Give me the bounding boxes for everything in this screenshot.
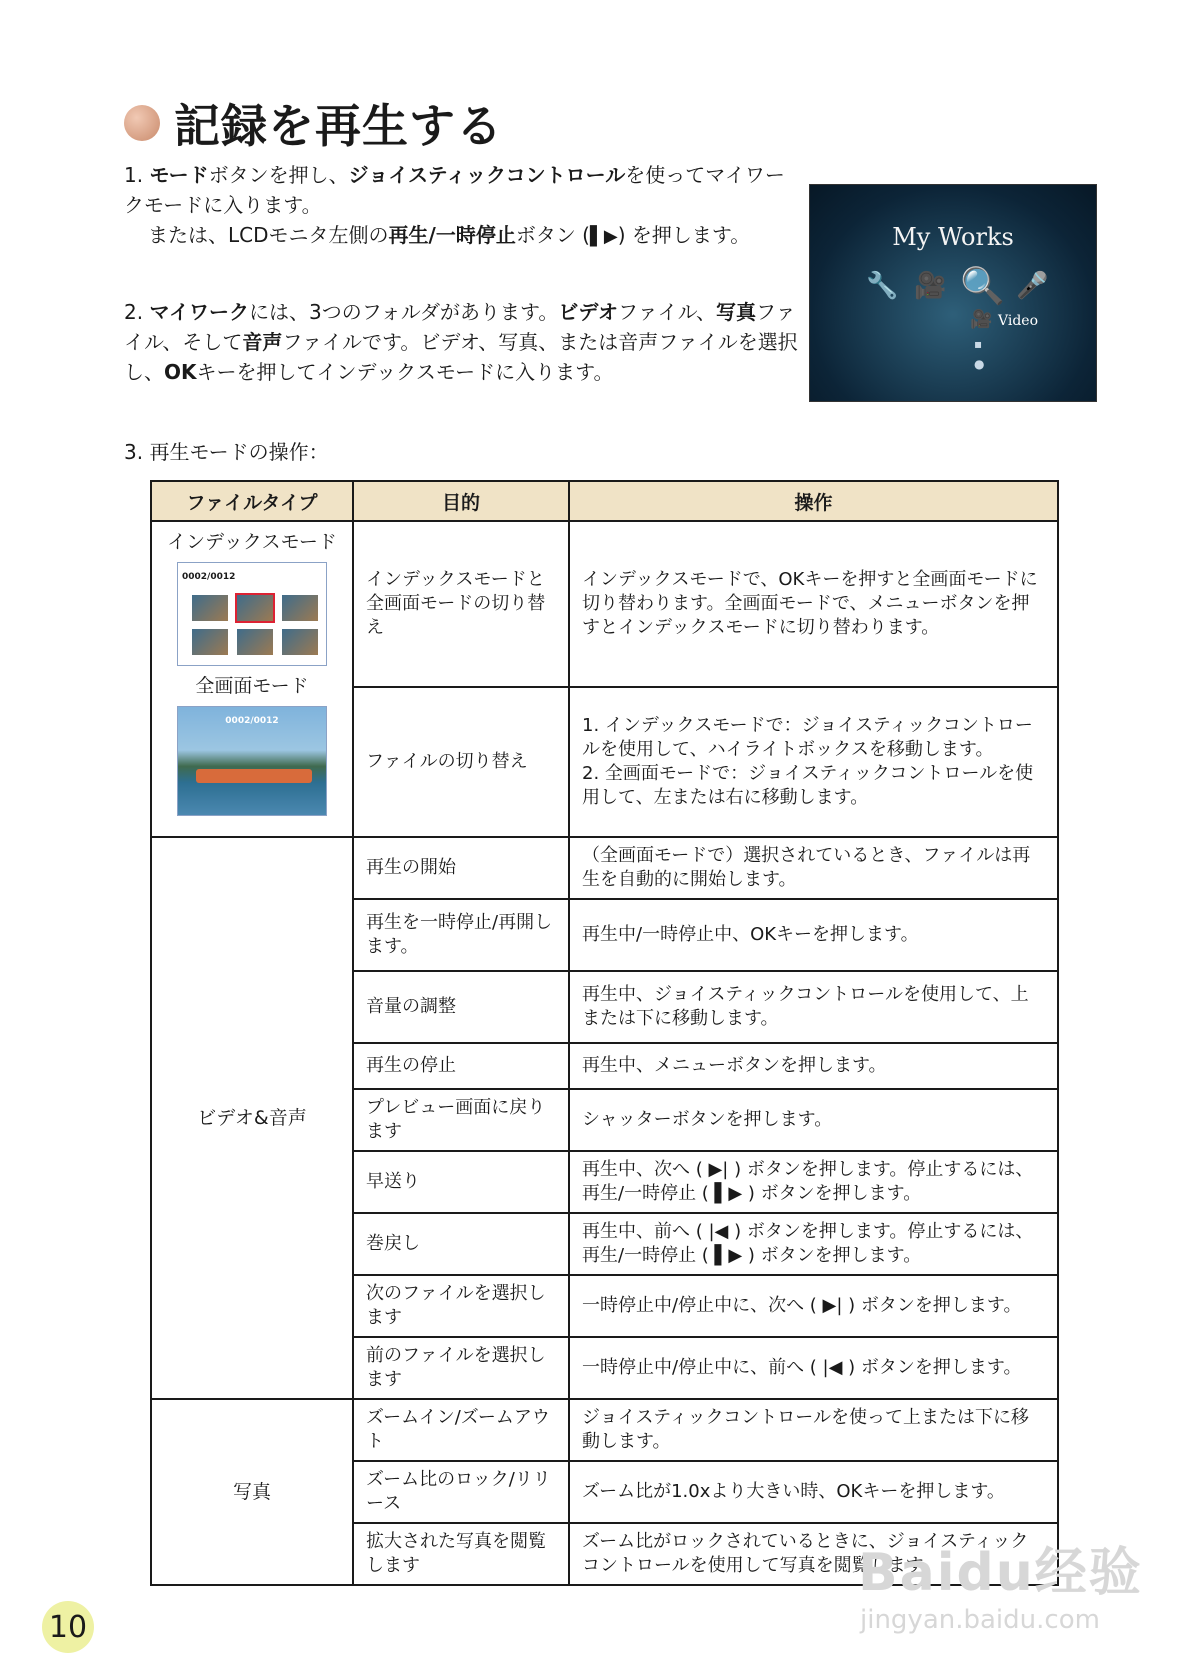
operation-cell: 再生中/一時停止中、OKキーを押します。 [569,899,1058,971]
step-text: ボタン ( [515,223,590,247]
thumb-cell [237,595,273,621]
thumb-counter: 0002/0012 [182,572,236,582]
step-text: ) を押します。 [617,223,751,247]
thumb-cell [192,595,228,621]
full-mode-thumbnail [177,706,327,816]
step-text: ファイル、 [618,300,716,324]
thumb-cell [282,629,318,655]
step-text: または、LCDモニタ左側の [148,223,389,247]
step-number: 1. [124,163,144,187]
table-row [151,1399,1058,1461]
step-text: キーを押してインデックスモードに入ります。 [196,360,614,384]
step-text: ファイル、そして [124,300,796,354]
microphone-icon: 🎤 [1016,271,1049,301]
step-number: 2. [124,300,144,324]
header-file-type: ファイルタイプ [151,481,353,521]
index-mode-thumbnail [177,562,327,666]
step-1-alt [124,220,804,252]
raft-shape [196,769,312,783]
purpose-cell: インデックスモードと全画面モードの切り替え [353,521,569,687]
screen-video-label: Video [998,313,1039,329]
purpose-cell: 再生を一時停止/再開します。 [353,899,569,971]
thumb-cell [237,629,273,655]
step-2 [124,297,804,387]
operation-cell: ズーム比が1.0xより大きい時、OKキーを押します。 [569,1461,1058,1523]
step-text: ボタンを押し、 [208,163,349,187]
purpose-cell: 早送り [353,1151,569,1213]
table-row [151,837,1058,899]
step-1 [124,160,804,252]
step-text: OK [164,360,197,384]
purpose-cell: 前のファイルを選択します [353,1337,569,1399]
video-icon: 🎥 [970,309,993,330]
header-operation: 操作 [569,481,1058,521]
purpose-cell: 拡大された写真を閲覧します [353,1523,569,1585]
operation-cell: 一時停止中/停止中に、次へ ( ▶| ) ボタンを押します。 [569,1275,1058,1337]
operation-cell: ズーム比がロックされているときに、ジョイスティックコントロールを使用して写真を閲覧します。 [569,1523,1058,1585]
step-text: モード [149,163,209,187]
wrench-icon: 🔧 [866,271,899,301]
step-text: には、3つのフォルダがあります。 [249,300,559,324]
purpose-cell: ズームイン/ズームアウト [353,1399,569,1461]
file-type-cell [151,521,353,837]
purpose-cell: 音量の調整 [353,971,569,1043]
operation-cell: （全画面モードで）選択されているとき、ファイルは再生を自動的に開始します。 [569,837,1058,899]
step-text: 再生/一時停止 [388,223,516,247]
step-3: 3. 再生モードの操作： [124,440,329,464]
play-pause-icon: ▌▶ [590,226,618,247]
photo-counter: 0002/0012 [225,716,279,726]
file-type-video-audio: ビデオ&音声 [151,837,353,1399]
screen-title: My Works [892,223,1014,251]
index-mode-label: インデックスモード [167,531,337,553]
thumb-grid [178,591,326,665]
camera-icon: ▪ [974,337,983,351]
full-mode-label: 全画面モード [195,675,309,697]
file-type-photo: 写真 [151,1399,353,1585]
thumb-cell [192,629,228,655]
operation-cell: 1. インデックスモードで：ジョイスティックコントロールを使用して、ハイライトボックスを移動します。 2. 全画面モードで：ジョイスティックコントロールを使用して、左または右に移動します。 [569,687,1058,837]
step-text: ファイルです。ビデオ、写真、または音声ファイルを選択し、 [124,330,798,384]
page-title: 記録を再生する [174,99,503,153]
magnifier-icon: 🔍 [960,266,1005,307]
operation-cell: 再生中、前へ ( |◀ ) ボタンを押します。停止するには、再生/一時停止 ( ▌▶ ) ボタンを押します。 [569,1213,1058,1275]
page-heading [124,90,503,156]
purpose-cell: 次のファイルを選択します [353,1275,569,1337]
video-camera-icon: 🎥 [914,271,947,301]
header-purpose: 目的 [353,481,569,521]
heading-bullet-icon [124,105,160,141]
table-header-row [151,481,1058,521]
operation-cell: インデックスモードで、OKキーを押すと全画面モードに切り替わります。全画面モードで、メニューボタンを押すとインデックスモードに切り替わります。 [569,521,1058,687]
step-text: 写真 [716,300,756,324]
purpose-cell: プレビュー画面に戻ります [353,1089,569,1151]
operation-cell: 再生中、ジョイスティックコントロールを使用して、上または下に移動します。 [569,971,1058,1043]
operation-cell: 一時停止中/停止中に、前へ ( |◀ ) ボタンを押します。 [569,1337,1058,1399]
page-number: 10 [42,1601,94,1653]
my-works-screen-image [809,184,1097,402]
thumb-cell [282,595,318,621]
operation-cell: 再生中、メニューボタンを押します。 [569,1043,1058,1089]
operation-cell: 再生中、次へ ( ▶| ) ボタンを押します。停止するには、再生/一時停止 ( ▌▶ ) ボタンを押します。 [569,1151,1058,1213]
step-text: を使ってマイワークモードに入ります。 [124,163,785,217]
purpose-cell: 巻戻し [353,1213,569,1275]
mic-small-icon: ● [974,357,985,371]
playback-operations-table [150,480,1059,1586]
watermark-url: jingyan.baidu.com [860,1605,1100,1635]
purpose-cell: 再生の開始 [353,837,569,899]
step-text: 音声 [242,330,283,354]
operation-cell: ジョイスティックコントロールを使って上または下に移動します。 [569,1399,1058,1461]
operation-cell: シャッターボタンを押します。 [569,1089,1058,1151]
purpose-cell: ファイルの切り替え [353,687,569,837]
step-text: マイワーク [149,300,250,324]
step-text: ビデオ [558,300,618,324]
table-row [151,521,1058,687]
step-text: ジョイスティックコントロール [348,163,626,187]
watermark-logo: Baidu经验 [858,1543,1143,1603]
purpose-cell: ズーム比のロック/リリース [353,1461,569,1523]
purpose-cell: 再生の停止 [353,1043,569,1089]
